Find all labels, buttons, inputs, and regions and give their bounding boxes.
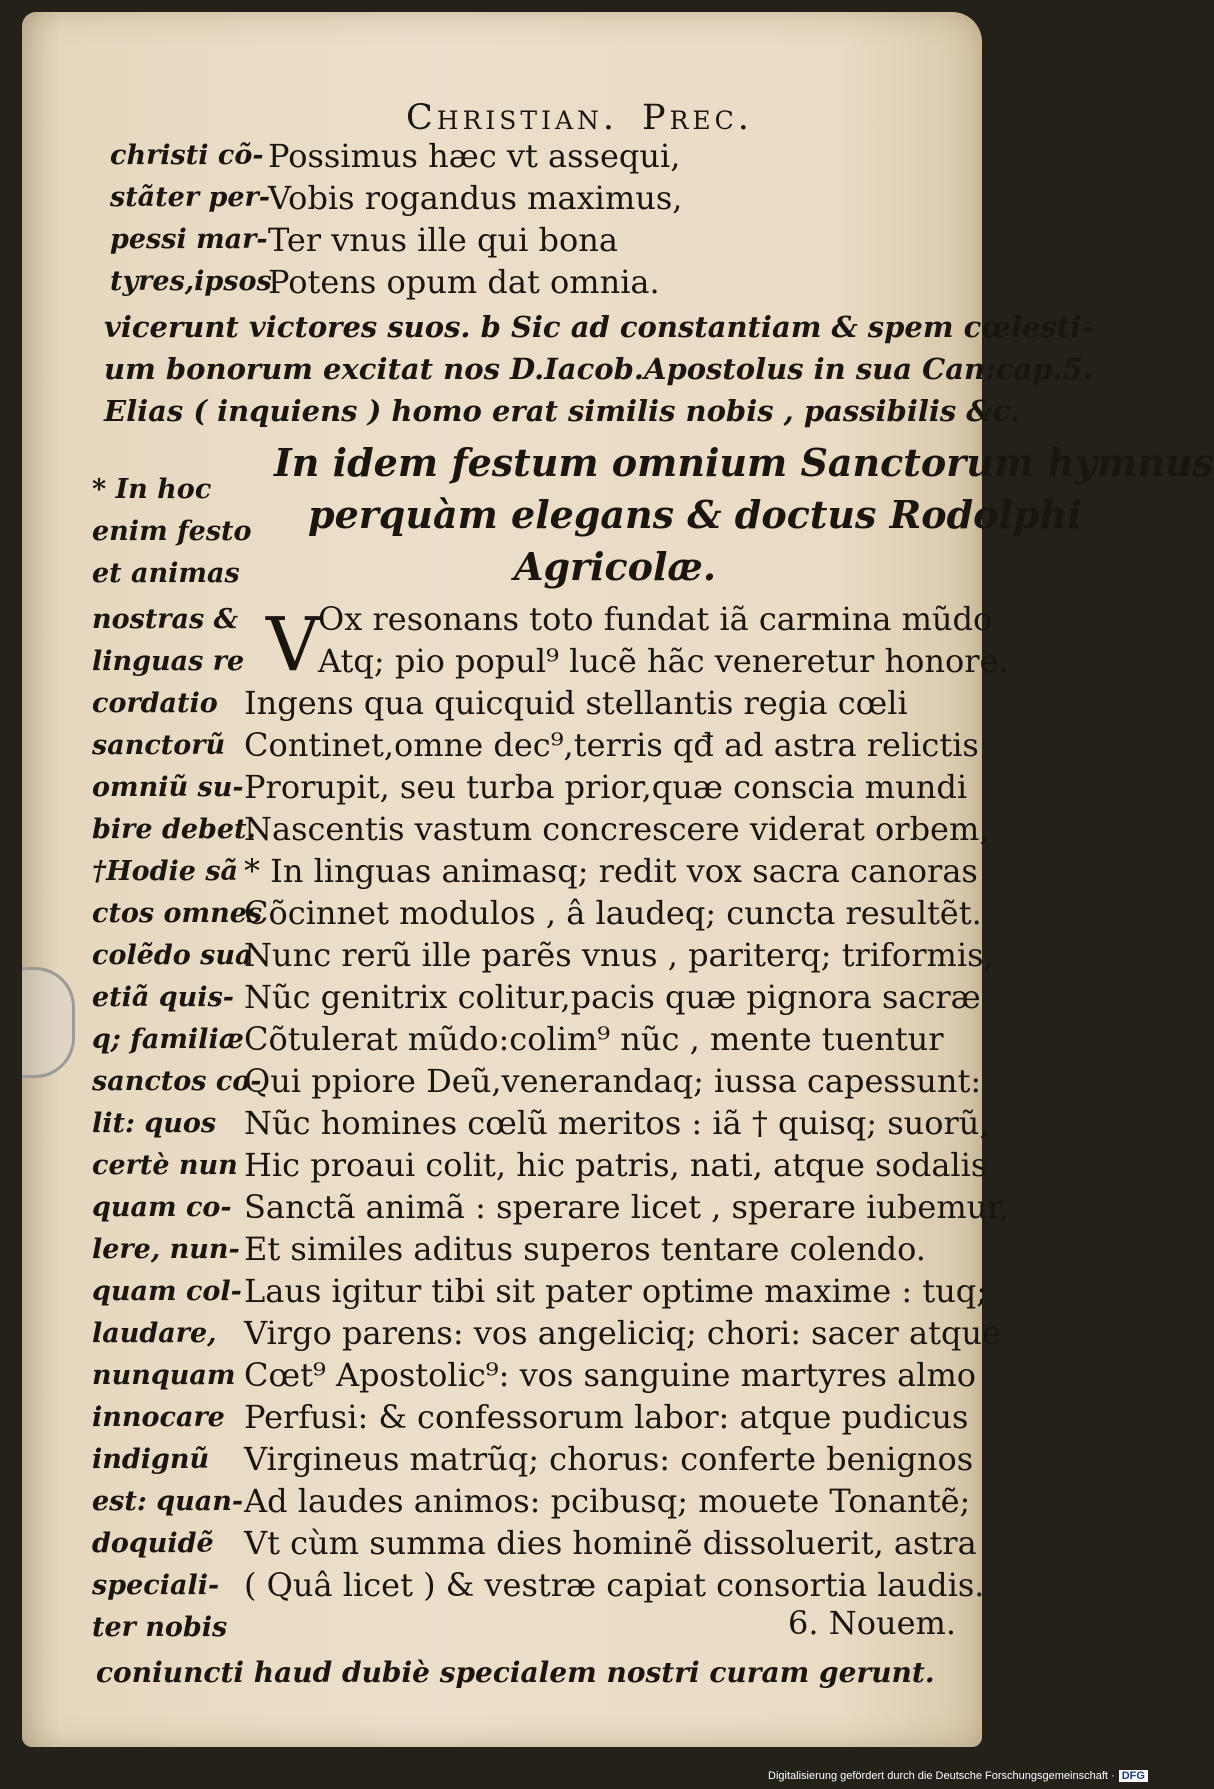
marginal-note: * In hoc <box>92 474 212 505</box>
running-title-2: Prec. <box>642 98 753 138</box>
marginal-note: enim festo <box>92 516 252 547</box>
verse-line: Possimus hæc vt assequi, <box>268 137 681 175</box>
funding-note: Digitalisierung gefördert durch die Deutsche Forschungsgemeinschaft · <box>768 1770 1115 1782</box>
marginal-note: †Hodie sã <box>92 856 239 887</box>
marginal-note: q; familiæ <box>92 1024 244 1055</box>
marginal-note: doquidẽ <box>92 1528 214 1559</box>
marginal-note: christi cõ- <box>110 140 264 171</box>
verse-line: Nascentis vastum concrescere viderat orbem, <box>244 810 990 848</box>
verse-line: Cœt⁹ Apostolic⁹: vos sanguine martyres almo <box>244 1356 977 1394</box>
marginal-note: quam co- <box>92 1192 232 1223</box>
marginal-note: nunquam <box>92 1360 236 1391</box>
verse-line: Cõtulerat mũdo:colim⁹ nũc , mente tuentur <box>244 1020 944 1058</box>
verse-line: Nũc homines cœlũ meritos : iã † quisq; suorũ, <box>244 1104 990 1142</box>
verse-line: Virgo parens: vos angeliciq; chori: sacer atque <box>244 1314 1001 1352</box>
marginal-note: etiã quis- <box>92 982 234 1013</box>
running-title: Christian. <box>406 98 619 138</box>
marginal-note: cordatio <box>92 688 218 719</box>
verse-line: Continet,omne dec⁹,terris qđ ad astra relictis <box>244 726 979 764</box>
book-page <box>22 12 1214 1747</box>
marginal-note: linguas re <box>92 646 245 677</box>
marginal-note: certè nun <box>92 1150 238 1181</box>
verse-line: Perfusi: & confessorum labor: atque pudicus <box>244 1398 969 1436</box>
verse-line: Ad laudes animos: pcibusq; mouete Tonantẽ; <box>244 1482 971 1520</box>
marginal-note: speciali- <box>92 1570 220 1601</box>
marginal-note: lit: quos <box>92 1108 217 1139</box>
verse-line: Ingens qua quicquid stellantis regia cœli <box>244 684 908 722</box>
verse-line: Qui ppiore Deũ,venerandaq; iussa capessunt: <box>244 1062 982 1100</box>
marginal-note: tyres,ipsos <box>110 266 272 297</box>
marginal-note: quam col- <box>92 1276 242 1307</box>
verse-line: Potens opum dat omnia. <box>268 263 660 301</box>
verse-line: Hic proaui colit, hic patris, nati, atque sodalis <box>244 1146 988 1184</box>
verse-line: Cõcinnet modulos , â laudeq; cuncta resultẽt. <box>244 894 982 932</box>
verse-line: Sanctã animã : sperare licet , sperare iubemur, <box>244 1188 1010 1226</box>
verse-line: Vt cùm summa dies hominẽ dissoluerit, astra <box>244 1524 977 1562</box>
page-tab-marker <box>22 967 75 1078</box>
verse-line: Vobis rogandus maximus, <box>268 179 683 217</box>
dfg-logo: DFG <box>1119 1770 1148 1782</box>
marginal-note: est: quan- <box>92 1486 244 1517</box>
verse-line: ( Quâ licet ) & vestræ capiat consortia laudis. <box>244 1566 985 1604</box>
verse-line: Laus igitur tibi sit pater optime maxime : tuq; <box>244 1272 988 1310</box>
marginal-note: ctos omnes <box>92 898 263 929</box>
marginal-note: omniũ su- <box>92 772 244 803</box>
title-line: In idem festum omnium Sanctorum hymnus <box>274 440 1214 485</box>
marginal-note: colẽdo sua <box>92 940 253 971</box>
marginal-note: pessi mar- <box>110 224 268 255</box>
verse-line: Nunc rerũ ille parẽs vnus , pariterq; triformis, <box>244 936 994 974</box>
verse-line: Prorupit, seu turba prior,quæ conscia mundi <box>244 768 968 806</box>
digitization-footer <box>768 1770 1148 1782</box>
marginal-note: stãter per- <box>110 182 270 213</box>
marginal-note: innocare <box>92 1402 225 1433</box>
marginal-note: nostras & <box>92 604 239 635</box>
verse-line: Et similes aditus superos tentare colendo. <box>244 1230 926 1268</box>
verse-line: Virgineus matrũq; chorus: conferte benignos <box>244 1440 974 1478</box>
catchword: 6. Nouem. <box>788 1604 957 1642</box>
drop-cap: V <box>266 602 320 688</box>
verse-line: Nũc genitrix colitur,pacis quæ pignora sacræ <box>244 978 981 1016</box>
running-header <box>406 98 753 138</box>
verse-line: Atq; pio popul⁹ lucẽ hãc veneretur honore. <box>318 642 1009 680</box>
footnote-line: vicerunt victores suos. b Sic ad constantiam & spem cœlesti- <box>104 310 1094 344</box>
marginal-note: sanctorũ <box>92 730 226 761</box>
marginal-note: indignũ <box>92 1444 210 1475</box>
marginal-note: laudare, <box>92 1318 217 1349</box>
marginal-note: bire debet. <box>92 814 256 845</box>
footnote-line: um bonorum excitat nos D.Iacob.Apostolus in sua Can:cap.5. <box>104 352 1093 386</box>
title-line: perquàm elegans & doctus Rodolphi <box>308 492 1082 537</box>
verse-line: Ter vnus ille qui bona <box>268 221 618 259</box>
verse-line: Ox resonans toto fundat iã carmina mũdo <box>318 600 993 638</box>
marginal-note: et animas <box>92 558 240 589</box>
footnote-line: Elias ( inquiens ) homo erat similis nobis , passibilis &c. <box>104 394 1021 428</box>
verse-line: * In linguas animasq; redit vox sacra canoras <box>244 852 978 890</box>
marginal-note: ter nobis <box>92 1612 228 1643</box>
marginal-note: lere, nun- <box>92 1234 240 1265</box>
title-line: Agricolæ. <box>514 544 717 589</box>
last-marginal-line: coniuncti haud dubiè specialem nostri curam gerunt. <box>96 1656 935 1689</box>
marginal-note: sanctos co- <box>92 1066 262 1097</box>
